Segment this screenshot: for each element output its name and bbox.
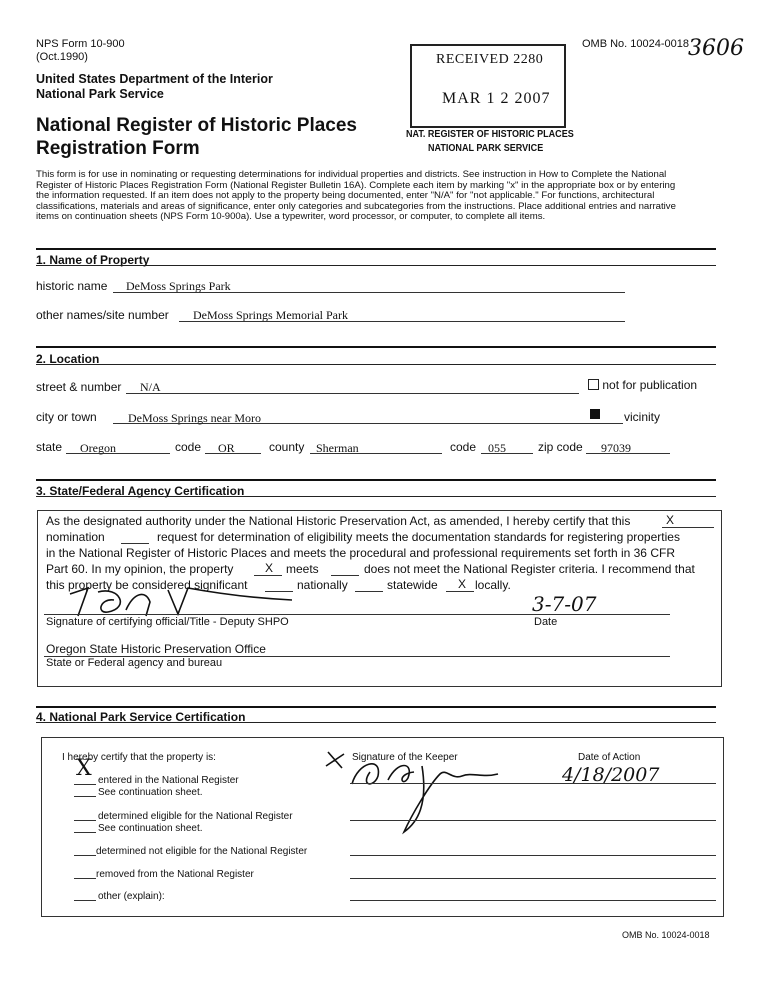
- historic-name-line: [113, 292, 625, 293]
- certify-label: I hereby certify that the property is:: [62, 752, 216, 763]
- section-2-rule: [36, 364, 716, 365]
- street-value[interactable]: N/A: [140, 380, 161, 394]
- keeper-line-2: [350, 820, 716, 821]
- cert-line-1-text: As the designated authority under the National Historic Preservation Act, as amended, I hereby certify that this: [46, 514, 631, 528]
- stamp-date: MAR 1 2 2007: [442, 90, 551, 107]
- action-date-value: 4/18/2007: [562, 764, 660, 786]
- entered-mark-line: [74, 784, 96, 785]
- agency-label: State or Federal agency and bureau: [46, 657, 223, 669]
- stamp-received: RECEIVED 2280: [436, 52, 544, 67]
- keeper-line-3: [350, 855, 716, 856]
- city-label: city or town: [36, 410, 97, 424]
- request-mark-line: [121, 543, 149, 544]
- stamp-line2: NATIONAL PARK SERVICE: [428, 142, 544, 154]
- option-entered: entered in the National Register: [98, 775, 239, 786]
- cert-line-4a: Part 60. In my opinion, the property: [46, 562, 234, 576]
- cert-line-4c: does not meet the National Register criteria. I recommend that: [364, 562, 695, 576]
- not-eligible-mark-line: [74, 855, 96, 856]
- eligible-cont-line: [74, 832, 96, 833]
- cert-line-3: in the National Register of Historic Places and meets the procedural and professional requirements set forth in 36 CFR: [46, 546, 675, 560]
- cert-line-2a: nomination: [46, 530, 105, 544]
- not-meet-mark-line: [331, 575, 359, 576]
- instructions-line: Register of Historic Places Registration Form (National Register Bulletin 16A). Complete each item by marking "x" in the appropriate box or by entering: [36, 179, 676, 191]
- state-line: [66, 453, 170, 454]
- option-other: other (explain):: [98, 891, 165, 902]
- cert-line-5c: statewide: [387, 578, 438, 592]
- keeper-line-4: [350, 878, 716, 879]
- street-label: street & number: [36, 380, 122, 394]
- keeper-line-1: [350, 783, 716, 784]
- stamp-line1: NAT. REGISTER OF HISTORIC PLACES: [406, 128, 574, 140]
- vicinity-checkbox[interactable]: [590, 405, 600, 423]
- removed-mark-line: [74, 878, 96, 879]
- cert-line-5b: nationally: [297, 578, 348, 592]
- entered-cont-line: [74, 796, 96, 797]
- state-value[interactable]: Oregon: [80, 441, 116, 455]
- county-line: [310, 453, 442, 454]
- form-title-line2: Registration Form: [36, 138, 200, 159]
- cert-line-1: [46, 514, 630, 528]
- section-2-title: 2. Location: [36, 352, 100, 366]
- vicinity-label: vicinity: [624, 410, 661, 424]
- keeper-label: Signature of the Keeper: [352, 752, 458, 763]
- option-entered-continuation: See continuation sheet.: [98, 787, 203, 798]
- zip-line: [586, 453, 670, 454]
- not-for-publication-checkbox[interactable]: [588, 379, 599, 390]
- action-date-label: Date of Action: [578, 752, 641, 763]
- historic-name-label: historic name: [36, 279, 108, 293]
- zip-label: zip code: [538, 440, 583, 454]
- section-1-rule: [36, 265, 716, 266]
- statewide-mark-line: [355, 591, 383, 592]
- city-value[interactable]: DeMoss Springs near Moro: [128, 411, 261, 425]
- section-4-title: 4. National Park Service Certification: [36, 710, 246, 724]
- not-for-publication[interactable]: [588, 378, 697, 392]
- county-value[interactable]: Sherman: [316, 441, 359, 455]
- instructions-line: classifications, materials and areas of significance, enter only categories and subcategories from the instructions. Place additional entries and narrative: [36, 200, 676, 212]
- footer-omb: OMB No. 10024-0018: [622, 930, 710, 940]
- form-number: NPS Form 10-900: [36, 38, 125, 50]
- certification-date: 3-7-07: [532, 592, 597, 616]
- option-eligible: determined eligible for the National Register: [98, 811, 293, 822]
- nomination-mark-line: [662, 527, 714, 528]
- other-names-value[interactable]: DeMoss Springs Memorial Park: [193, 308, 348, 322]
- keeper-line-5: [350, 900, 716, 901]
- eligible-mark-line: [74, 820, 96, 821]
- section-3-top-rule: [36, 479, 716, 481]
- code-label: code: [175, 440, 202, 454]
- agency-value[interactable]: Oregon State Historic Preservation Office: [46, 642, 266, 656]
- locally-mark[interactable]: X: [458, 577, 467, 591]
- cert-line-2b: request for determination of eligibility meets the documentation standards for registering properties: [157, 530, 680, 544]
- street-line: [126, 393, 579, 394]
- code-value[interactable]: OR: [218, 441, 235, 455]
- section-1-top-rule: [36, 248, 716, 250]
- section-1-title: 1. Name of Property: [36, 253, 150, 267]
- other-mark-line: [74, 900, 96, 901]
- option-not-eligible: determined not eligible for the National Register: [96, 846, 308, 857]
- form-title-line1: National Register of Historic Places: [36, 115, 357, 136]
- cert-line-5a: this property be considered significant: [46, 578, 248, 592]
- cert-line-4b: meets: [286, 562, 319, 576]
- service-name: National Park Service: [36, 87, 164, 101]
- nomination-mark[interactable]: X: [666, 513, 675, 527]
- state-label: state: [36, 440, 63, 454]
- date-label: Date: [534, 616, 558, 628]
- omb-number: OMB No. 10024-0018: [582, 38, 690, 50]
- option-removed: removed from the National Register: [96, 869, 254, 880]
- county-code-value[interactable]: 055: [488, 441, 506, 455]
- other-names-line: [179, 321, 625, 322]
- section-4-rule: [36, 722, 716, 723]
- received-stamp: [402, 44, 574, 156]
- section-2-top-rule: [36, 346, 716, 348]
- zip-value[interactable]: 97039: [601, 441, 631, 455]
- meets-mark[interactable]: X: [265, 561, 274, 575]
- cert-line-5d: locally.: [475, 578, 511, 592]
- county-code-line: [481, 453, 533, 454]
- section-3-title: 3. State/Federal Agency Certification: [36, 484, 245, 498]
- option-eligible-continuation: See continuation sheet.: [98, 823, 203, 834]
- instructions-line: items on continuation sheets (NPS Form 10-900a). Use a typewriter, word processor, or computer, to complete all items.: [36, 211, 546, 222]
- county-label: county: [269, 440, 305, 454]
- historic-name-value[interactable]: DeMoss Springs Park: [126, 279, 231, 293]
- code-line: [205, 453, 261, 454]
- handwritten-number: 3606: [688, 36, 744, 61]
- section-4-top-rule: [36, 706, 716, 708]
- meets-mark-line: [254, 575, 282, 576]
- city-line: [113, 423, 623, 424]
- keeper-signature: [322, 744, 522, 836]
- form-date: (Oct.1990): [36, 51, 88, 63]
- other-names-label: other names/site number: [36, 308, 169, 322]
- entered-mark[interactable]: X: [76, 756, 92, 781]
- signature-label: Signature of certifying official/Title - Deputy SHPO: [46, 616, 289, 628]
- section-3-rule: [36, 496, 716, 497]
- locally-mark-line: [446, 591, 474, 592]
- instructions-line: This form is for use in nominating or requesting determinations for individual properties and districts. See instruction in How to Complete the National: [36, 169, 667, 180]
- instructions: [36, 170, 736, 223]
- instructions-line: the information requested. If an item does not apply to the property being documented, enter "N/A" for "not applicable." For functions, architectural: [36, 190, 655, 201]
- department-name: United States Department of the Interior: [36, 72, 273, 86]
- not-for-publication-label: not for publication: [602, 378, 698, 392]
- county-code-label: code: [450, 440, 477, 454]
